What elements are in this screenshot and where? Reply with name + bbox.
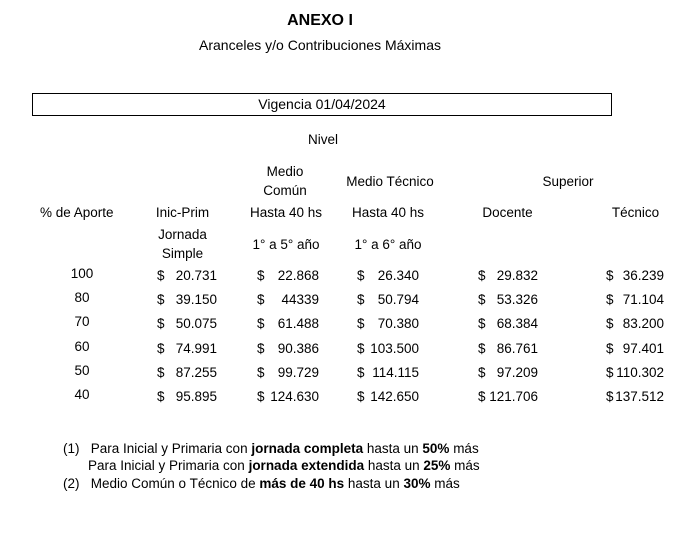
table-cell-docente xyxy=(478,268,538,283)
currency-symbol: $ xyxy=(157,365,165,380)
table-cell-tecnico xyxy=(606,316,664,331)
table-cell-medio-tecnico xyxy=(357,389,419,404)
currency-symbol: $ xyxy=(478,292,486,307)
amount-value: 87.255 xyxy=(175,365,217,380)
amount-value: 68.384 xyxy=(496,316,538,331)
amount-value: 53.326 xyxy=(496,292,538,307)
table-cell-medio-comun xyxy=(257,341,319,356)
amount-value: 121.706 xyxy=(489,389,538,404)
group-medio-tecnico: Medio Técnico xyxy=(346,174,434,189)
subheader-simple: Simple xyxy=(161,246,204,261)
currency-symbol: $ xyxy=(478,268,486,283)
table-cell-medio-comun xyxy=(257,316,319,331)
amount-value: 36.239 xyxy=(622,268,664,283)
column-header-docente: Docente xyxy=(482,205,533,220)
subheader-medio-comun-anios: 1° a 5° año xyxy=(252,237,320,252)
currency-symbol: $ xyxy=(157,316,165,331)
amount-value: 44339 xyxy=(281,292,319,307)
amount-value: 20.731 xyxy=(175,268,217,283)
amount-value: 90.386 xyxy=(277,341,319,356)
aporte-value: 70 xyxy=(74,314,90,329)
table-cell-tecnico xyxy=(606,365,664,380)
amount-value: 22.868 xyxy=(277,268,319,283)
table-cell-tecnico xyxy=(606,268,664,283)
currency-symbol: $ xyxy=(157,268,165,283)
amount-value: 70.380 xyxy=(377,316,419,331)
group-superior: Superior xyxy=(542,174,594,189)
currency-symbol: $ xyxy=(157,341,165,356)
amount-value: 86.761 xyxy=(496,341,538,356)
currency-symbol: $ xyxy=(257,341,265,356)
amount-value: 142.650 xyxy=(370,389,419,404)
aporte-value: 40 xyxy=(74,387,90,402)
currency-symbol: $ xyxy=(257,268,265,283)
aporte-value: 50 xyxy=(74,363,90,378)
table-cell-docente xyxy=(478,292,538,307)
amount-value: 99.729 xyxy=(277,365,319,380)
table-cell-medio-tecnico xyxy=(357,292,419,307)
amount-value: 26.340 xyxy=(377,268,419,283)
page-title: ANEXO I xyxy=(287,12,353,29)
amount-value: 97.401 xyxy=(622,341,664,356)
table-cell-inic-prim xyxy=(157,316,217,331)
currency-symbol: $ xyxy=(478,365,486,380)
currency-symbol: $ xyxy=(478,341,486,356)
table-cell-medio-comun xyxy=(257,365,319,380)
currency-symbol: $ xyxy=(257,292,265,307)
table-cell-inic-prim xyxy=(157,389,217,404)
amount-value: 71.104 xyxy=(622,292,664,307)
currency-symbol: $ xyxy=(357,389,365,404)
amount-value: 50.794 xyxy=(377,292,419,307)
table-cell-medio-tecnico xyxy=(357,316,419,331)
table-cell-inic-prim xyxy=(157,268,217,283)
note-1-line-1: (1) Para Inicial y Primaria con jornada completa hasta un 50% más xyxy=(63,441,479,456)
aporte-value: 100 xyxy=(70,266,94,281)
table-cell-inic-prim xyxy=(157,341,217,356)
amount-value: 83.200 xyxy=(622,316,664,331)
currency-symbol: $ xyxy=(606,292,614,307)
amount-value: 95.895 xyxy=(175,389,217,404)
amount-value: 97.209 xyxy=(496,365,538,380)
table-cell-docente xyxy=(478,341,538,356)
currency-symbol: $ xyxy=(606,268,614,283)
table-cell-tecnico xyxy=(606,292,664,307)
currency-symbol: $ xyxy=(478,389,486,404)
table-cell-docente xyxy=(478,389,538,404)
subheader-medio-tecnico-anios: 1° a 6° año xyxy=(354,237,422,252)
subheader-jornada: Jornada xyxy=(158,227,207,242)
column-header-medio-tecnico: Hasta 40 hs xyxy=(351,205,425,220)
currency-symbol: $ xyxy=(357,365,365,380)
table-cell-medio-tecnico xyxy=(357,365,419,380)
currency-symbol: $ xyxy=(606,389,614,404)
group-medio-comun-line1: Medio xyxy=(266,164,304,179)
currency-symbol: $ xyxy=(357,341,365,356)
amount-value: 103.500 xyxy=(370,341,419,356)
currency-symbol: $ xyxy=(357,316,365,331)
table-cell-tecnico xyxy=(606,341,664,356)
column-header-inic-prim: Inic-Prim xyxy=(155,205,210,220)
currency-symbol: $ xyxy=(606,365,614,380)
currency-symbol: $ xyxy=(357,268,365,283)
table-cell-inic-prim xyxy=(157,292,217,307)
currency-symbol: $ xyxy=(257,389,265,404)
column-header-aporte: % de Aporte xyxy=(40,205,114,220)
group-medio-comun-line2: Común xyxy=(263,183,307,198)
currency-symbol: $ xyxy=(606,316,614,331)
column-header-medio-comun: Hasta 40 hs xyxy=(249,205,323,220)
amount-value: 110.302 xyxy=(616,365,664,380)
table-cell-tecnico xyxy=(606,389,664,404)
amount-value: 74.991 xyxy=(175,341,217,356)
table-cell-docente xyxy=(478,316,538,331)
amount-value: 50.075 xyxy=(175,316,217,331)
currency-symbol: $ xyxy=(257,316,265,331)
note-2: (2) Medio Común o Técnico de más de 40 hs hasta un 30% más xyxy=(63,476,460,491)
aporte-value: 60 xyxy=(74,339,90,354)
currency-symbol: $ xyxy=(478,316,486,331)
amount-value: 29.832 xyxy=(496,268,538,283)
table-cell-medio-tecnico xyxy=(357,268,419,283)
currency-symbol: $ xyxy=(157,389,165,404)
table-cell-medio-comun xyxy=(257,389,319,404)
table-cell-medio-tecnico xyxy=(357,341,419,356)
amount-value: 39.150 xyxy=(175,292,217,307)
column-header-tecnico: Técnico xyxy=(611,205,660,220)
currency-symbol: $ xyxy=(157,292,165,307)
vigencia-box: Vigencia 01/04/2024 xyxy=(32,93,612,116)
amount-value: 61.488 xyxy=(277,316,319,331)
note-1-line-2: Para Inicial y Primaria con jornada extendida hasta un 25% más xyxy=(88,458,480,473)
table-cell-medio-comun xyxy=(257,292,319,307)
amount-value: 114.115 xyxy=(372,365,419,380)
table-cell-docente xyxy=(478,365,538,380)
aporte-value: 80 xyxy=(74,290,90,305)
nivel-label: Nivel xyxy=(307,132,338,147)
table-cell-inic-prim xyxy=(157,365,217,380)
currency-symbol: $ xyxy=(606,341,614,356)
amount-value: 137.512 xyxy=(615,389,664,404)
currency-symbol: $ xyxy=(357,292,365,307)
table-cell-medio-comun xyxy=(257,268,319,283)
currency-symbol: $ xyxy=(257,365,265,380)
page-subtitle: Aranceles y/o Contribuciones Máximas xyxy=(199,37,441,53)
amount-value: 124.630 xyxy=(270,389,319,404)
